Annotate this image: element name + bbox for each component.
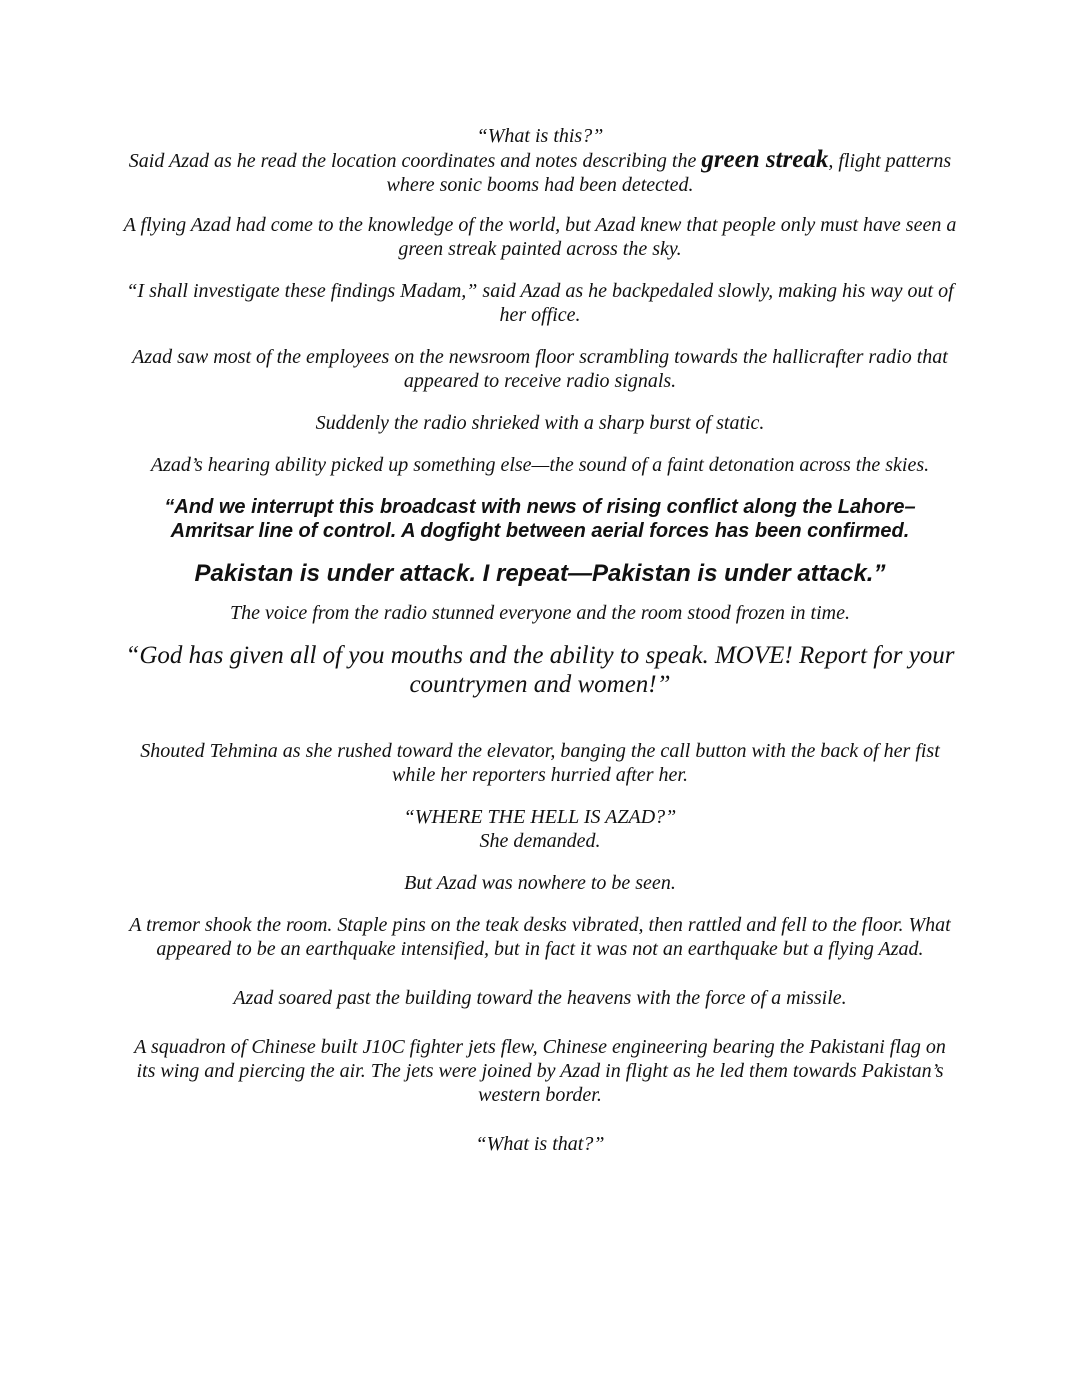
document-page: [118, 124, 962, 1156]
dialogue-what-is-this: “What is this?”: [476, 125, 604, 147]
paragraph-static: Suddenly the radio shrieked with a sharp burst of static.: [315, 412, 765, 434]
narration-demanded: She demanded.: [479, 830, 601, 852]
paragraph-nowhere: But Azad was nowhere to be seen.: [404, 872, 676, 894]
paragraph-opening: [118, 124, 962, 197]
paragraph-soared: Azad soared past the building toward the heavens with the force of a missile.: [233, 987, 847, 1009]
broadcast-attack: Pakistan is under attack. I repeat—Pakistan is under attack.”: [194, 560, 886, 587]
paragraph-newsroom: Azad saw most of the employees on the newsroom floor scrambling towards the hallicrafter radio that appeared to receive radio signals.: [132, 346, 948, 392]
paragraph-squadron: A squadron of Chinese built J10C fighter jets flew, Chinese engineering bearing the Pakistani flag on its wing and piercing the air. The jets were joined by Azad in flight as he led them towards Pakistan’s western border.: [134, 1036, 946, 1106]
broadcast-announcement: “And we interrupt this broadcast with news of rising conflict along the Lahore–Amritsar line of control. A dogfight between aerial forces has been confirmed.: [164, 496, 916, 542]
dialogue-where-azad: “WHERE THE HELL IS AZAD?”: [403, 806, 677, 828]
dialogue-tehmina: “God has given all of you mouths and the ability to speak. MOVE! Report for your countrymen and women!”: [125, 642, 955, 698]
paragraph-tremor: A tremor shook the room. Staple pins on the teak desks vibrated, then rattled and fell to the floor. What appeared to be an earthquake intensified, but in fact it was not an earthquake but a flying Azad.: [129, 914, 951, 960]
dialogue-what-is-that: “What is that?”: [475, 1133, 605, 1155]
paragraph-where-azad: [118, 805, 962, 853]
paragraph-investigate: “I shall investigate these findings Madam,” said Azad as he backpedaled slowly, making his way out of her office.: [126, 280, 954, 326]
emphasis-green-streak: green streak: [701, 146, 829, 173]
paragraph-detonation: Azad’s hearing ability picked up something else—the sound of a faint detonation across the skies.: [150, 454, 930, 476]
paragraph-stunned: The voice from the radio stunned everyone and the room stood frozen in time.: [230, 602, 850, 624]
narration-post: , flight patterns where sonic booms had been detected.: [386, 150, 952, 196]
paragraph-flying-azad: A flying Azad had come to the knowledge of the world, but Azad knew that people only must have seen a green streak painted across the sky.: [123, 214, 957, 260]
paragraph-elevator: Shouted Tehmina as she rushed toward the elevator, banging the call button with the back of her fist while her reporters hurried after her.: [140, 740, 940, 786]
narration-pre: Said Azad as he read the location coordinates and notes describing the: [128, 150, 702, 172]
